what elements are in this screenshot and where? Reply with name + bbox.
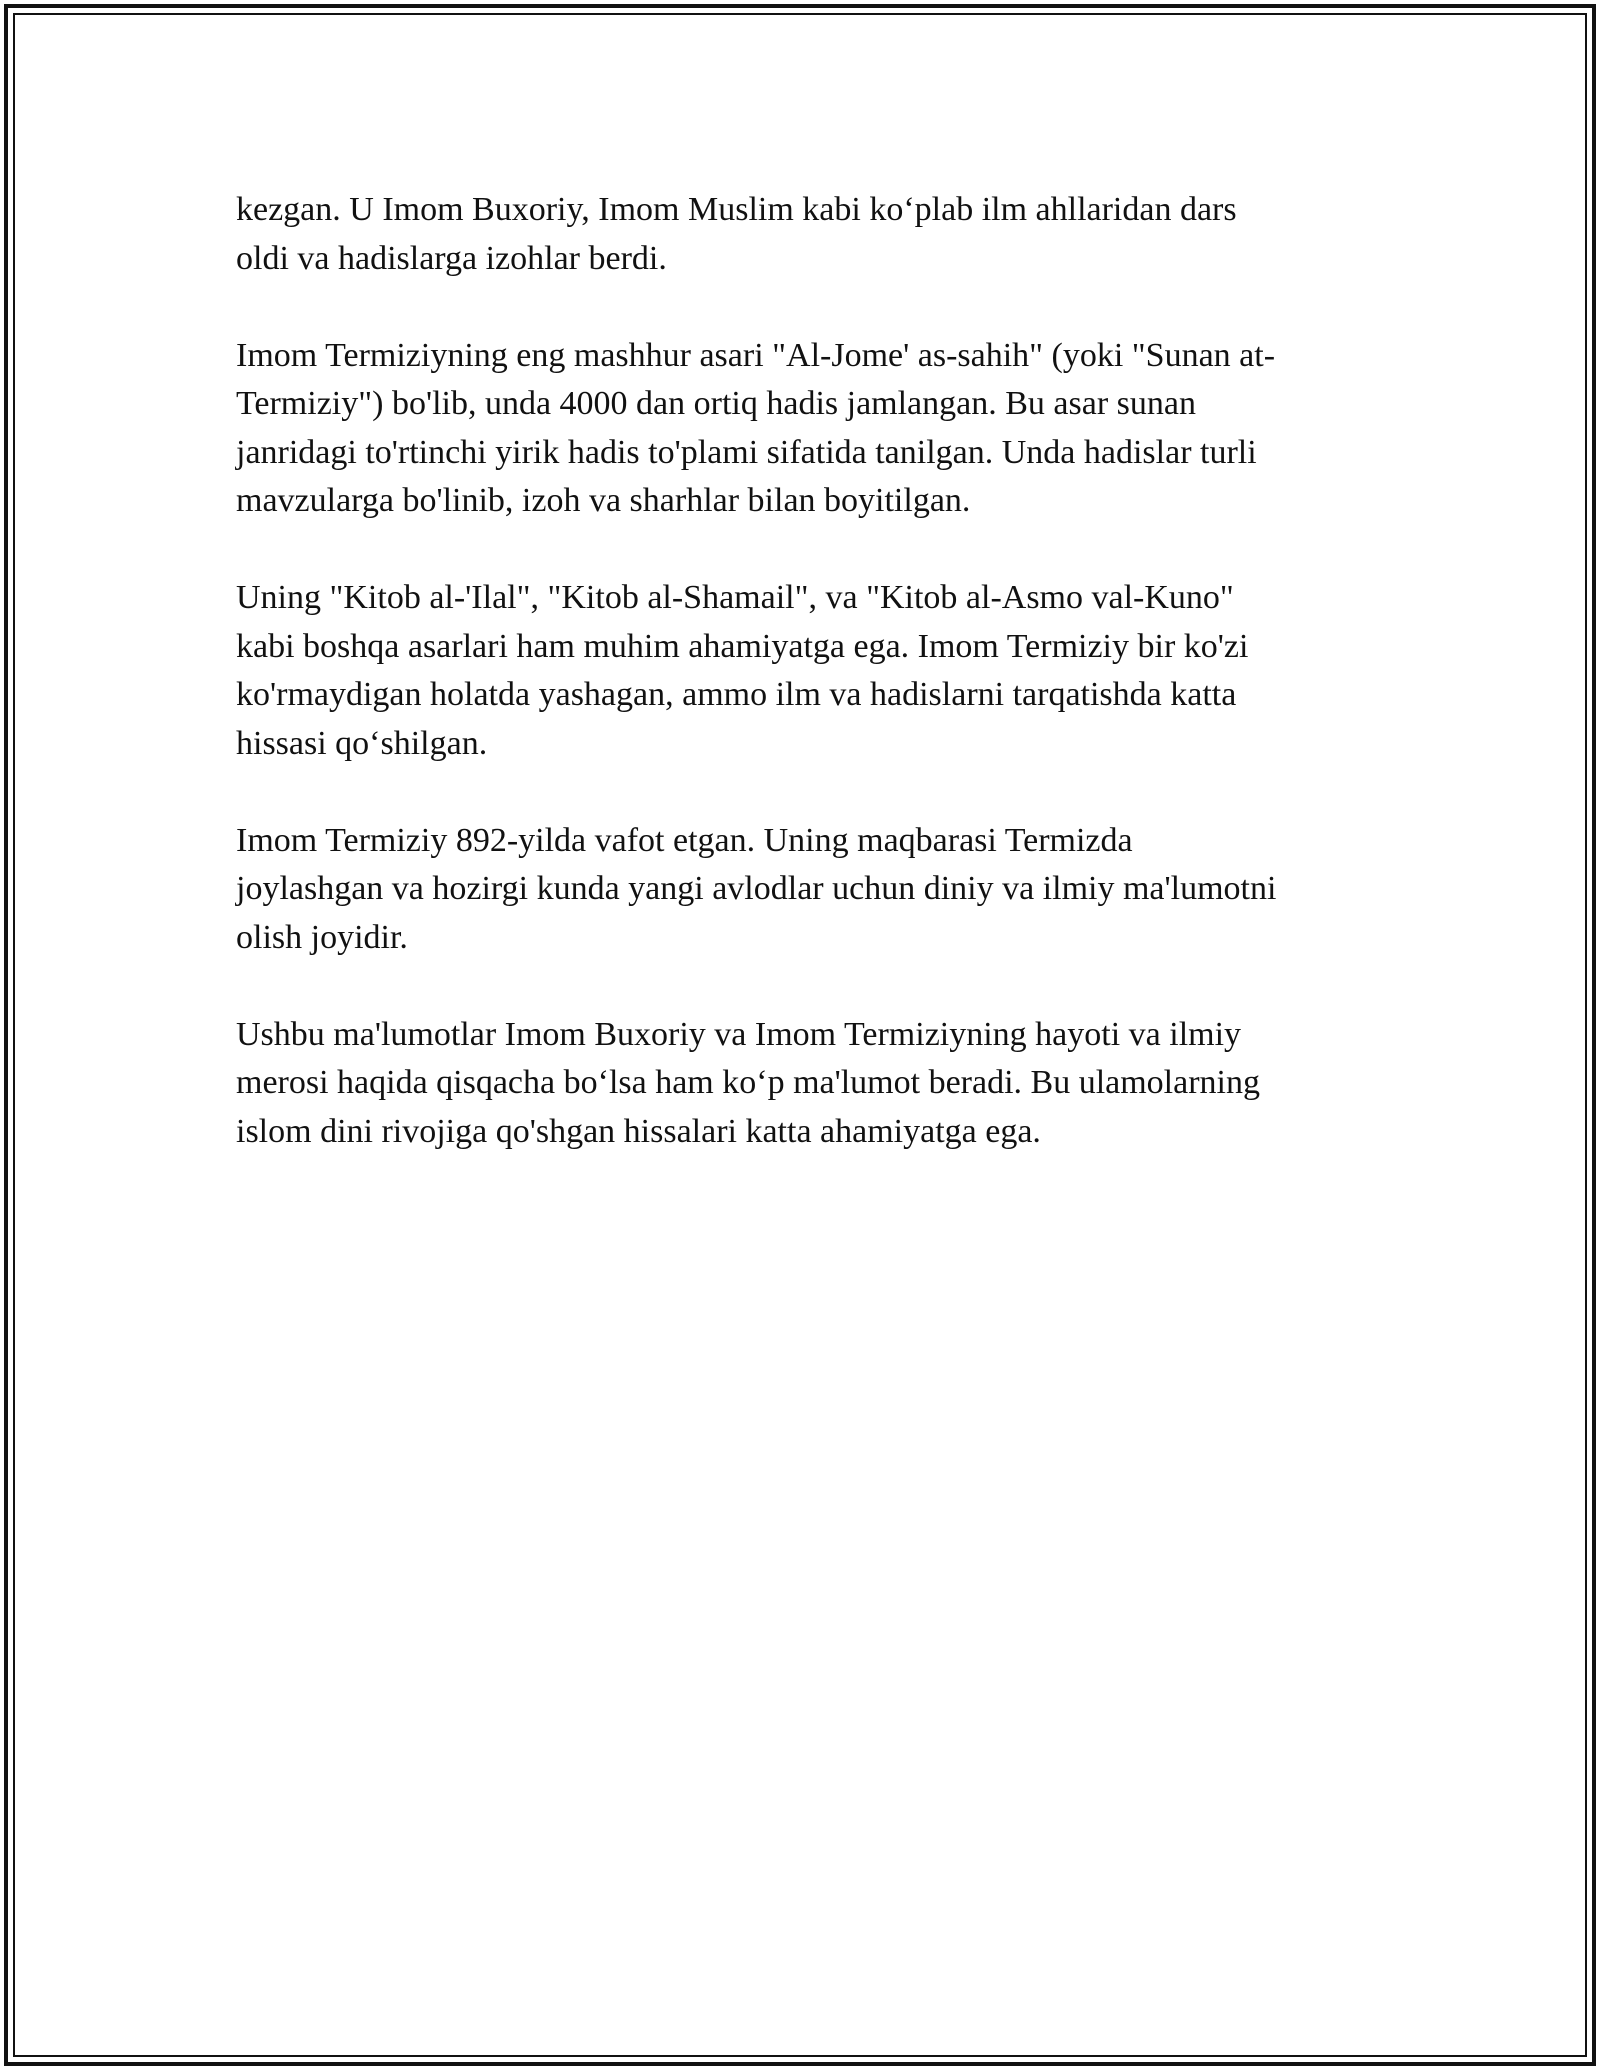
paragraph-3 — [236, 574, 1376, 768]
text-line: olish joyidir. — [236, 918, 408, 956]
text-line: Uning "Kitob al-'Ilal", "Kitob al-Shamail", va "Kitob al-Asmo val-Kuno" — [236, 579, 1234, 616]
document-body — [236, 186, 1376, 1205]
paragraph-4 — [236, 817, 1376, 963]
text-line: Imom Termiziy 892-yilda vafot etgan. Uning maqbarasi Termizda — [236, 821, 1133, 859]
text-line: Termiziy") bo'lib, unda 4000 dan ortiq hadis jamlangan. Bu asar sunan — [236, 385, 1196, 422]
text-line: hissasi qo‘shilgan. — [236, 724, 488, 762]
text-line: ko'rmaydigan holatda yashagan, ammo ilm va hadislarni tarqatishda katta — [236, 676, 1237, 713]
text-line: kabi boshqa asarlari ham muhim ahamiyatga ega. Imom Termiziy bir ko'zi — [236, 627, 1249, 665]
text-line: janridagi to'rtinchi yirik hadis to'plami sifatida tanilgan. Unda hadislar turli — [236, 433, 1257, 471]
paragraph-2 — [236, 332, 1376, 526]
text-line: oldi va hadislarga izohlar berdi. — [236, 239, 667, 277]
text-line: joylashgan va hozirgi kunda yangi avlodlar uchun diniy va ilmiy ma'lumotni — [236, 870, 1277, 907]
text-line: merosi haqida qisqacha bo‘lsa ham ko‘p ma'lumot beradi. Bu ulamolarning — [236, 1064, 1260, 1101]
text-line: Ushbu ma'lumotlar Imom Buxoriy va Imom Termiziyning hayoti va ilmiy — [236, 1015, 1242, 1053]
text-line: kezgan. U Imom Buxoriy, Imom Muslim kabi ko‘plab ilm ahllaridan dars — [236, 191, 1237, 228]
paragraph-5 — [236, 1011, 1376, 1157]
text-line: islom dini rivojiga qo'shgan hissalari katta ahamiyatga ega. — [236, 1112, 1041, 1150]
text-line: Imom Termiziyning eng mashhur asari "Al-Jome' as-sahih" (yoki "Sunan at- — [236, 336, 1276, 374]
paragraph-1 — [236, 186, 1376, 283]
text-line: mavzularga bo'linib, izoh va sharhlar bilan boyitilgan. — [236, 482, 971, 519]
